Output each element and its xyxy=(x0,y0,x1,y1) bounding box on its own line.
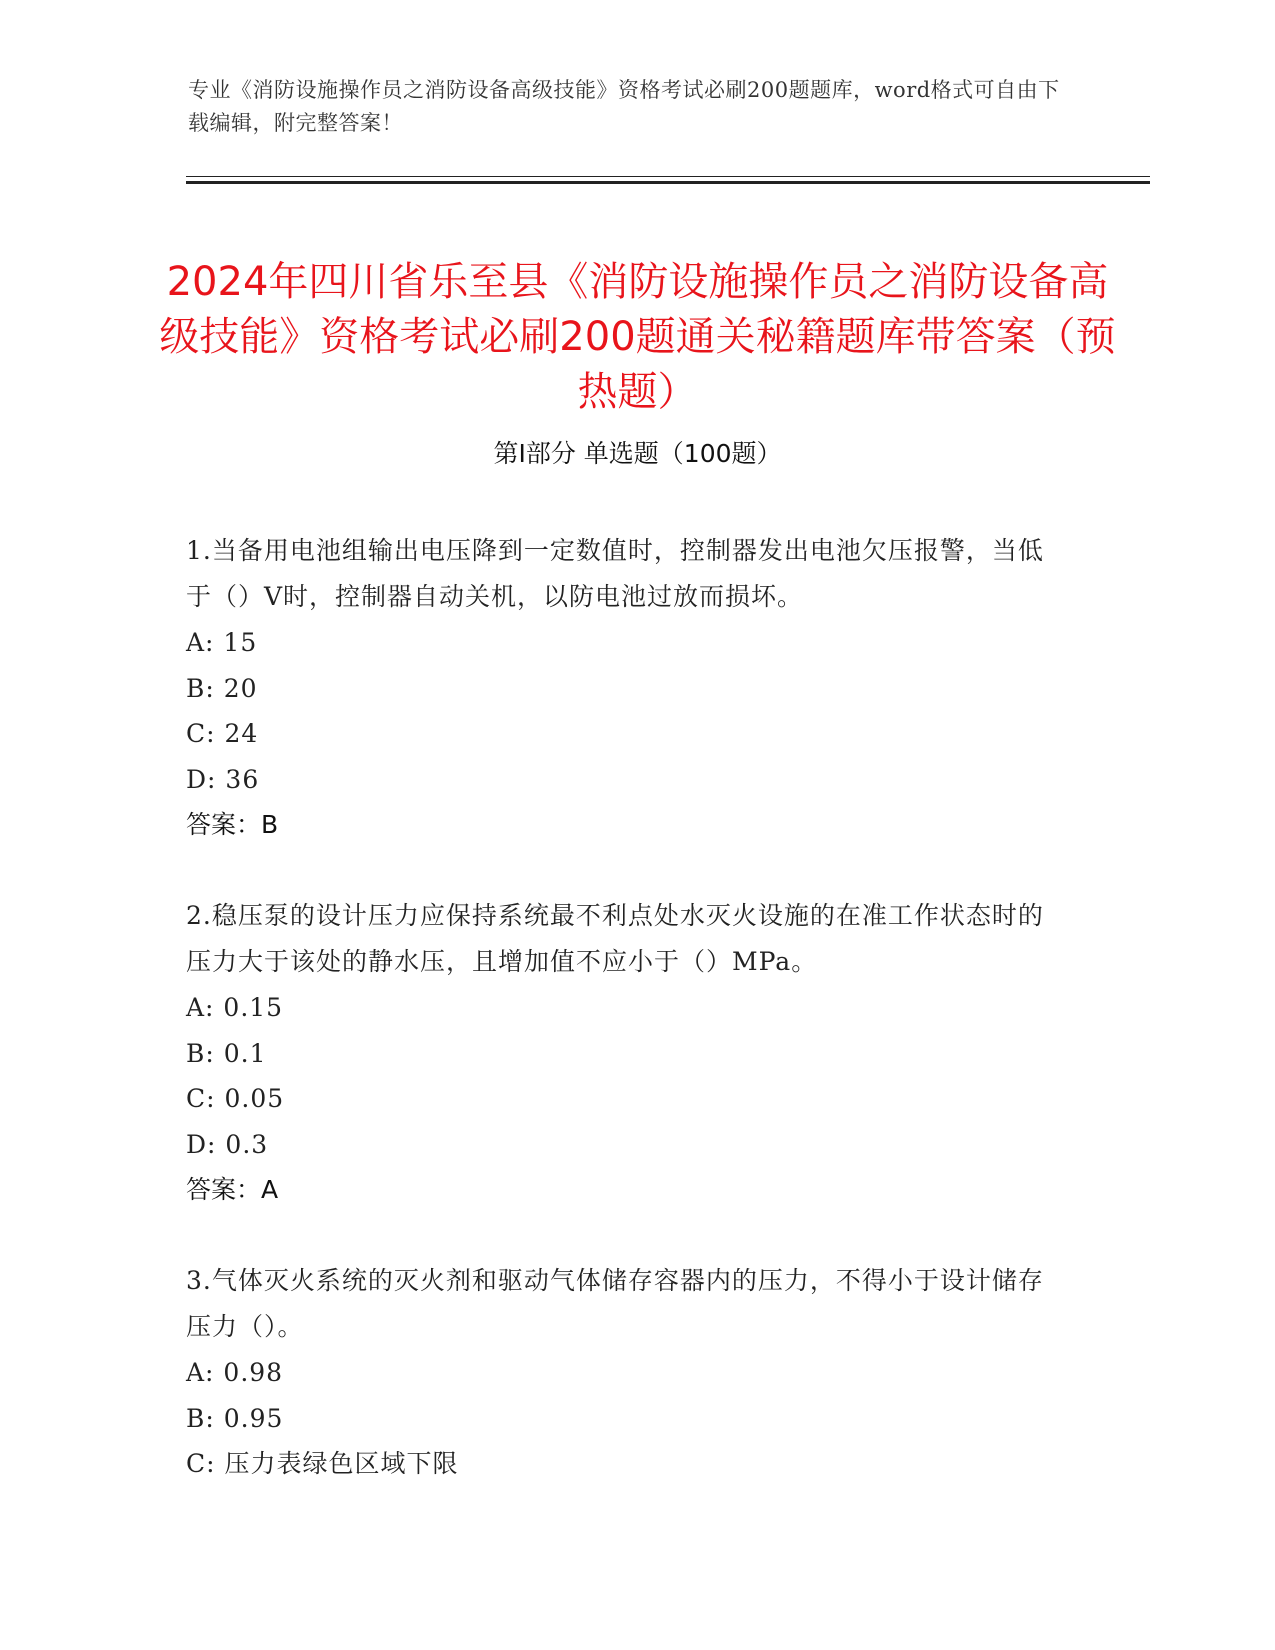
option-c: C: 24 xyxy=(186,719,259,748)
option-b: B: 0.95 xyxy=(186,1403,284,1433)
option-a: A: 0.15 xyxy=(186,993,284,1022)
answer-line: 答案：A xyxy=(186,1175,279,1204)
question-1 xyxy=(186,528,1066,847)
header-divider-thick xyxy=(186,181,1150,184)
option-a: A: 15 xyxy=(186,628,258,657)
question-list xyxy=(186,528,1066,1533)
question-stem: 3.气体灭火系统的灭火剂和驱动气体储存容器内的压力，不得小于设计储存压力（）。 xyxy=(186,1266,1044,1341)
option-b: B: 0.1 xyxy=(186,1038,267,1068)
question-2 xyxy=(186,893,1066,1212)
answer-line: 答案：B xyxy=(186,810,279,839)
section-heading: 第Ⅰ部分 单选题（100题） xyxy=(493,439,782,468)
option-d: D: 36 xyxy=(186,764,260,794)
option-a: A: 0.98 xyxy=(186,1358,284,1387)
option-b: B: 20 xyxy=(186,673,258,703)
option-c: C: 压力表绿色区域下限 xyxy=(186,1449,459,1478)
option-d: D: 0.3 xyxy=(186,1129,269,1159)
header-note: 专业《消防设施操作员之消防设备高级技能》资格考试必刷200题题库，word格式可自由下载编辑，附完整答案！ xyxy=(188,78,1060,135)
document-title: 2024年四川省乐至县《消防设施操作员之消防设备高级技能》资格考试必刷200题通关秘籍题库带答案（预热题） xyxy=(159,258,1116,415)
question-stem: 1.当备用电池组输出电压降到一定数值时，控制器发出电池欠压报警，当低于（）V时，控制器自动关机，以防电池过放而损坏。 xyxy=(186,536,1044,611)
header-divider-thin xyxy=(186,176,1150,177)
option-c: C: 0.05 xyxy=(186,1084,285,1113)
question-stem: 2.稳压泵的设计压力应保持系统最不利点处水灭火设施的在准工作状态时的压力大于该处的静水压，且增加值不应小于（）MPa。 xyxy=(186,901,1044,976)
question-3 xyxy=(186,1258,1066,1487)
